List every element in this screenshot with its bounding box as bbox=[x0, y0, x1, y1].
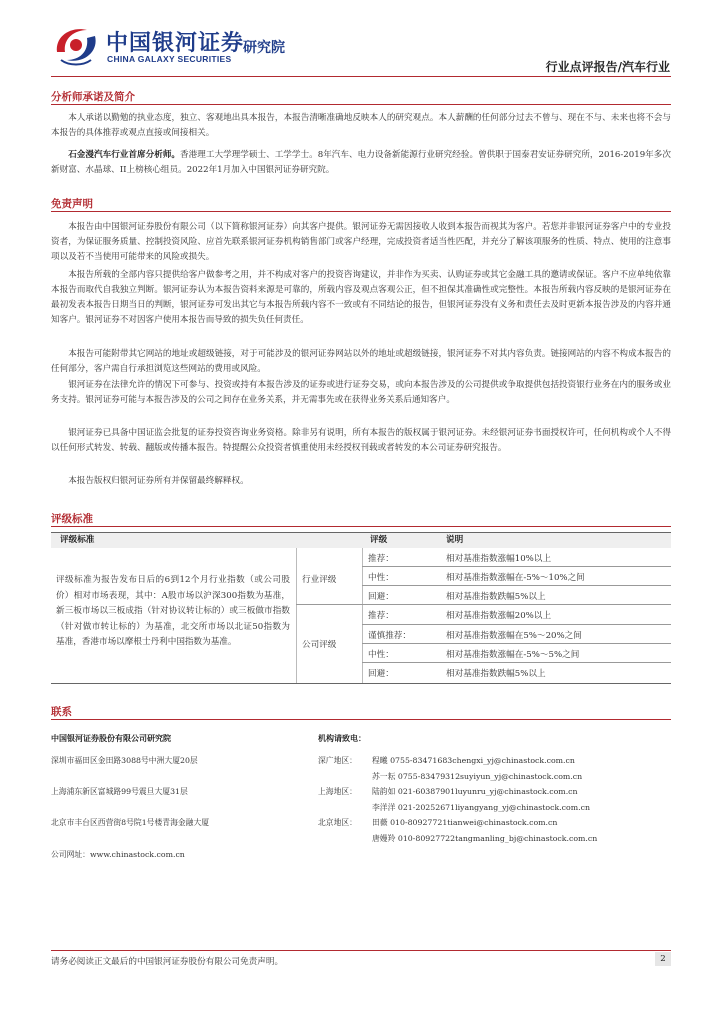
disclaimer-paragraph-4: 银河证券在法律允许的情况下可参与、投资或持有本报告涉及的证券或进行证券交易，或向本报告涉及的公司提供或争取提供包括投资银行业务在内的服务或业务支持。银河证券可能与本报告涉及的公司之间存在业务关系，并无需事先或在获得业务关系后通知客户。 bbox=[51, 380, 671, 405]
footer-divider bbox=[51, 950, 671, 951]
rating-table-header bbox=[51, 532, 671, 548]
disclaimer-section-divider bbox=[51, 211, 671, 212]
company-grade-cautious: 谨慎推荐： bbox=[368, 631, 411, 641]
company-grade-recommend: 推荐： bbox=[368, 611, 394, 621]
page-number: 2 bbox=[655, 952, 671, 966]
disclaimer-paragraph-3: 本报告可能附带其它网站的地址或超级链接，对于可能涉及的银河证券网站以外的地址或超级链接，银河证券不对其内容负责。链接网站的内容不构成本报告的任何部分，客户需自行承担浏览这些网站的费用或风险。 bbox=[51, 349, 671, 374]
rating-row-divider bbox=[362, 585, 671, 586]
industry-grade-avoid-desc: 相对基准指数跌幅5%以上 bbox=[446, 592, 546, 602]
contact-person[interactable]: 李洋洋 021-20252671liyangyang_yj@chinastock.com.cn bbox=[372, 803, 590, 812]
contact-sales-heading: 机构请致电： bbox=[318, 734, 366, 743]
contact-person[interactable]: 陆韵如 021-60387901luyunru_yj@chinastock.com.cn bbox=[372, 787, 578, 796]
rating-section-divider bbox=[51, 526, 671, 527]
region-beijing: 北京地区： bbox=[318, 818, 357, 827]
contact-section-divider bbox=[51, 719, 671, 720]
disclaimer-section-title: 免责声明 bbox=[51, 198, 93, 210]
industry-grade-neutral: 中性： bbox=[368, 573, 394, 583]
analyst-bio-text: 香港理工大学理学硕士、工学学士。8年汽车、电力设备新能源行业研究经验。曾供职于国泰君安证券研究所，2016-2019年多次新财富、水晶球、II上榜核心组员。2022年1月加入中国银河证券研究院。 bbox=[51, 150, 671, 175]
address-shanghai: 上海浦东新区富城路99号震旦大厦31层 bbox=[51, 787, 188, 796]
contact-person[interactable]: 程曦 0755-83471683chengxi_yj@chinastock.com.cn bbox=[372, 756, 575, 765]
industry-grade-avoid: 回避： bbox=[368, 592, 394, 602]
company-grade-avoid: 回避： bbox=[368, 669, 394, 679]
address-shenzhen: 深圳市福田区金田路3088号中洲大厦20层 bbox=[51, 756, 198, 765]
rating-standard-description: 评级标准为报告发布日后的6到12个月行业指数（或公司股价）相对市场表现，其中：A股市场以沪深300指数为基准，新三板市场以三板成指（针对协议转让标的）或三板做市指数（针对做市转让标的）为基准，北交所市场以北证50指数为基准，香港市场以摩根士丹利中国指数为基准。 bbox=[56, 575, 290, 647]
contact-company-heading: 中国银河证券股份有限公司研究院 bbox=[51, 734, 171, 743]
rating-group-divider bbox=[296, 604, 671, 605]
contact-section-title: 联系 bbox=[51, 706, 72, 718]
rating-section-title: 评级标准 bbox=[51, 513, 93, 525]
company-grade-neutral: 中性： bbox=[368, 650, 394, 660]
logo-institute: 研究院 bbox=[243, 40, 285, 56]
company-grade-recommend-desc: 相对基准指数涨幅20%以上 bbox=[446, 611, 552, 621]
analyst-bio-name: 石金漫汽车行业首席分析师。 bbox=[68, 150, 181, 160]
industry-grade-recommend: 推荐： bbox=[368, 554, 394, 564]
footer-notice: 请务必阅读正文最后的中国银河证券股份有限公司免责声明。 bbox=[51, 957, 284, 967]
region-shenzhen-guangzhou: 深广地区： bbox=[318, 756, 357, 765]
logo-english-name: CHINA GALAXY SECURITIES bbox=[107, 54, 232, 64]
analyst-section-divider bbox=[51, 104, 671, 105]
contact-person[interactable]: 唐嫚羚 010-80927722tangmanling_bj@chinastock.com.cn bbox=[372, 834, 598, 843]
rating-col-description: 说明 bbox=[446, 535, 464, 545]
rating-table-divider bbox=[296, 548, 297, 683]
company-rating-label: 公司评级 bbox=[302, 640, 337, 650]
rating-row-divider bbox=[362, 662, 671, 663]
disclaimer-paragraph-5: 银河证券已具备中国证监会批复的证券投资咨询业务资格。除非另有说明，所有本报告的版权属于银河证券。未经银河证券书面授权许可，任何机构或个人不得以任何形式转发、转载、翻版或传播本报告。特提醒公众投资者慎重使用未经授权刊载或者转发的本公司证券研究报告。 bbox=[51, 428, 671, 453]
header-divider bbox=[51, 76, 671, 77]
analyst-statement: 本人承诺以勤勉的执业态度，独立、客观地出具本报告，本报告清晰准确地反映本人的研究观点。本人薪酬的任何部分过去不曾与、现在不与、未来也将不会与本报告的具体推荐或观点直接或间接相关。 bbox=[51, 113, 671, 138]
analyst-section-title: 分析师承诺及简介 bbox=[51, 91, 135, 103]
industry-rating-label: 行业评级 bbox=[302, 575, 337, 585]
contact-person[interactable]: 苏一耘 0755-83479312suyiyun_yj@chinastock.com.cn bbox=[372, 772, 583, 781]
company-grade-avoid-desc: 相对基准指数跌幅5%以上 bbox=[446, 669, 546, 679]
disclaimer-paragraph-6: 本报告版权归银河证券所有并保留最终解释权。 bbox=[68, 476, 249, 486]
galaxy-logo-icon bbox=[51, 22, 101, 68]
company-grade-neutral-desc: 相对基准指数涨幅在-5%～5%之间 bbox=[446, 650, 580, 660]
report-type: 行业点评报告/汽车行业 bbox=[545, 60, 670, 74]
rating-col-grade: 评级 bbox=[370, 535, 388, 545]
address-beijing: 北京市丰台区西营街8号院1号楼青海金融大厦 bbox=[51, 818, 210, 827]
industry-grade-recommend-desc: 相对基准指数涨幅10%以上 bbox=[446, 554, 552, 564]
region-shanghai: 上海地区： bbox=[318, 787, 357, 796]
rating-col-standard: 评级标准 bbox=[60, 535, 95, 545]
disclaimer-paragraph-2: 本报告所载的全部内容只提供给客户做参考之用，并不构成对客户的投资咨询建议，并非作为买卖、认购证券或其它金融工具的邀请或保证。客户不应单纯依靠本报告而取代自我独立判断。银河证券认为本报告资料来源是可靠的，所载内容及观点客观公正，但不担保其准确性或完整性。本报告所载内容反映的是银河证券在最初发表本报告日期当日的判断，银河证券可发出其它与本报告所载内容不一致或有不同结论的报告，但银河证券没有义务和责任去及时更新本报告涉及的内容并通知客户。银河证券不对因客户使用本报告而导致的损失负任何责任。 bbox=[51, 270, 671, 325]
rating-row-divider bbox=[362, 566, 671, 567]
rating-table-bottom bbox=[51, 683, 671, 684]
contact-person[interactable]: 田薇 010-80927721tianwei@chinastock.com.cn bbox=[372, 818, 558, 827]
rating-row-divider bbox=[362, 624, 671, 625]
rating-row-divider bbox=[362, 643, 671, 644]
company-grade-cautious-desc: 相对基准指数涨幅在5%～20%之间 bbox=[446, 631, 582, 641]
logo-chinese-name: 中国银河证券 bbox=[106, 31, 245, 56]
disclaimer-paragraph-1: 本报告由中国银河证券股份有限公司（以下简称银河证券）向其客户提供。银河证券无需因接收人收到本报告而视其为客户。若您并非银河证券客户中的专业投资者，为保证服务质量、控制投资风险、应首先联系银河证券机构销售部门或客户经理，完成投资者适当性匹配，并充分了解该项服务的性质、特点、使用的注意事项以及若不当使用可能带来的风险或损失。 bbox=[51, 222, 671, 262]
company-website-link[interactable]: 公司网址：www.chinastock.com.cn bbox=[51, 850, 185, 859]
analyst-bio bbox=[51, 148, 671, 178]
industry-grade-neutral-desc: 相对基准指数涨幅在-5%～10%之间 bbox=[446, 573, 585, 583]
